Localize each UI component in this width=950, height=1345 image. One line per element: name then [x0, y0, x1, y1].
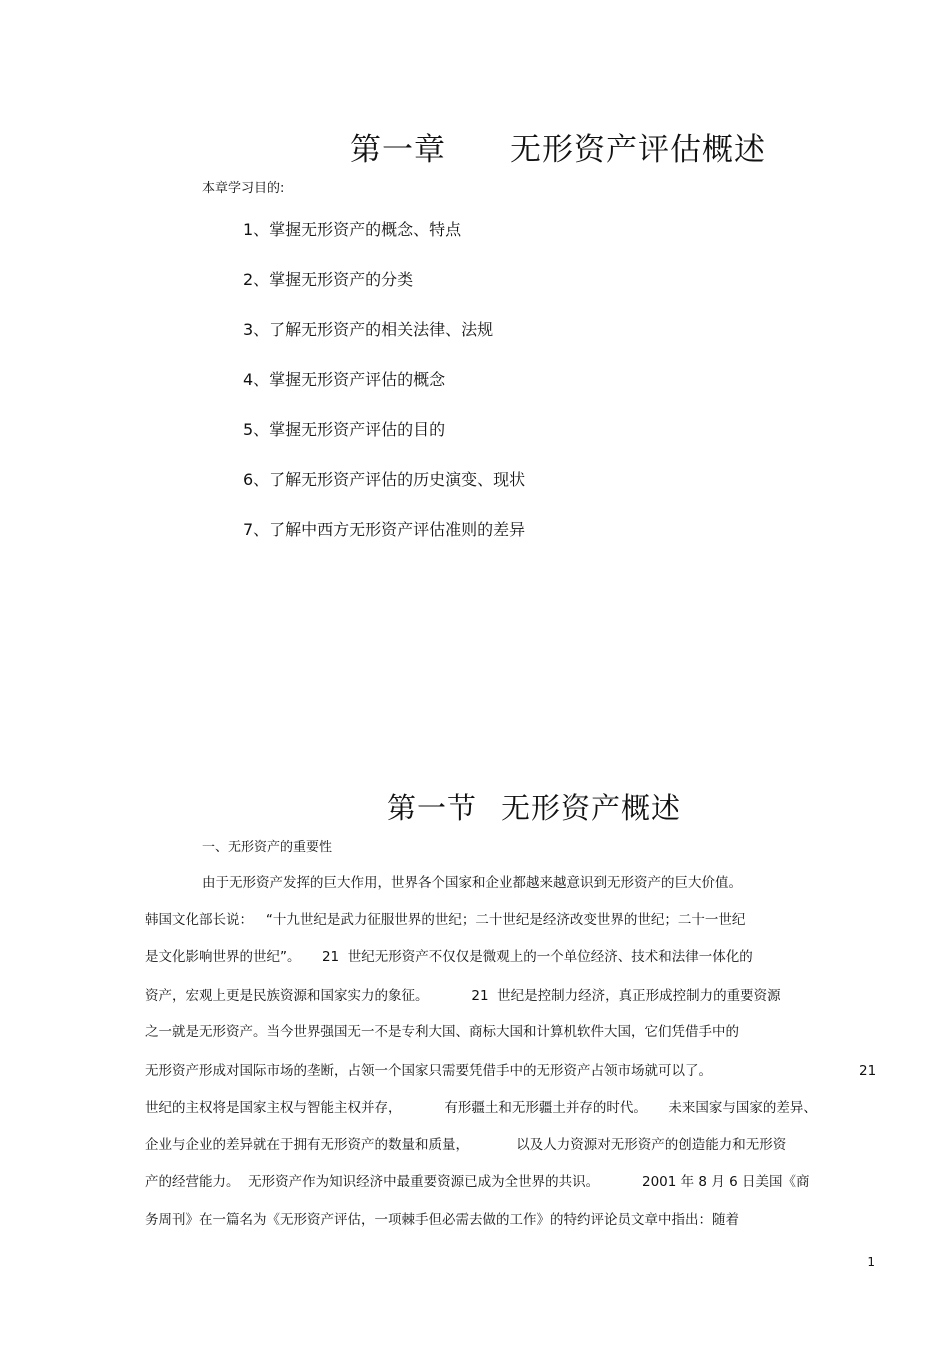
- objective-item: 6、了解无形资产评估的历史演变、现状: [243, 470, 526, 489]
- body-line: 世纪的主权将是国家主权与智能主权并存， 有形疆土和无形疆土并存的时代。 未来国家与国家的差异、: [145, 1100, 817, 1116]
- body-line: 资产，宏观上更是民族资源和国家实力的象征。 21 世纪是控制力经济，真正形成控制力的重要资源: [145, 988, 781, 1004]
- objective-item: 4、掌握无形资产评估的概念: [243, 370, 446, 389]
- body-line: 务周刊》在一篇名为《无形资产评估，一项棘手但必需去做的工作》的特约评论员文章中指出：随着: [145, 1212, 739, 1228]
- body-line: 由于无形资产发挥的巨大作用，世界各个国家和企业都越来越意识到无形资产的巨大价值。: [202, 875, 742, 891]
- body-line: 无形资产形成对国际市场的垄断，占领一个国家只需要凭借手中的无形资产占领市场就可以了。: [145, 1063, 712, 1079]
- section-subheading: 一、无形资产的重要性: [202, 840, 333, 855]
- body-line: 之一就是无形资产。当今世界强国无一不是专利大国、商标大国和计算机软件大国，它们凭借手中的: [145, 1024, 739, 1040]
- section-title-text: 无形资产概述: [501, 791, 682, 825]
- body-line: 韩国文化部长说： “十九世纪是武力征服世界的世纪；二十世纪是经济改变世界的世纪；二十一世纪: [145, 912, 746, 928]
- objective-item: 3、了解无形资产的相关法律、法规: [243, 320, 494, 339]
- chapter-title: [350, 124, 766, 169]
- body-line: 产的经营能力。 无形资产作为知识经济中最重要资源已成为全世界的共识。 2001 年 8 月 6 日美国《商: [145, 1174, 810, 1190]
- chapter-title-text: 无形资产评估概述: [510, 132, 766, 168]
- objective-item: 7、了解中西方无形资产评估准则的差异: [243, 520, 526, 539]
- objectives-list: [243, 218, 525, 568]
- body-line-trailing-number: 21: [859, 1063, 877, 1079]
- section-label: 第一节: [387, 791, 478, 825]
- objectives-heading: 本章学习目的:: [202, 181, 285, 196]
- objective-item: 1、掌握无形资产的概念、特点: [243, 220, 462, 239]
- body-line: 是文化影响世界的世纪”。 21 世纪无形资产不仅仅是微观上的一个单位经济、技术和法律一体化的: [145, 949, 753, 965]
- section-title: [387, 786, 681, 827]
- body-line: 企业与企业的差异就在于拥有无形资产的数量和质量， 以及人力资源对无形资产的创造能力和无形资: [145, 1137, 787, 1153]
- chapter-label: 第一章: [350, 132, 446, 168]
- objective-item: 5、掌握无形资产评估的目的: [243, 420, 446, 439]
- page-number: 1: [867, 1255, 875, 1269]
- objective-item: 2、掌握无形资产的分类: [243, 270, 414, 289]
